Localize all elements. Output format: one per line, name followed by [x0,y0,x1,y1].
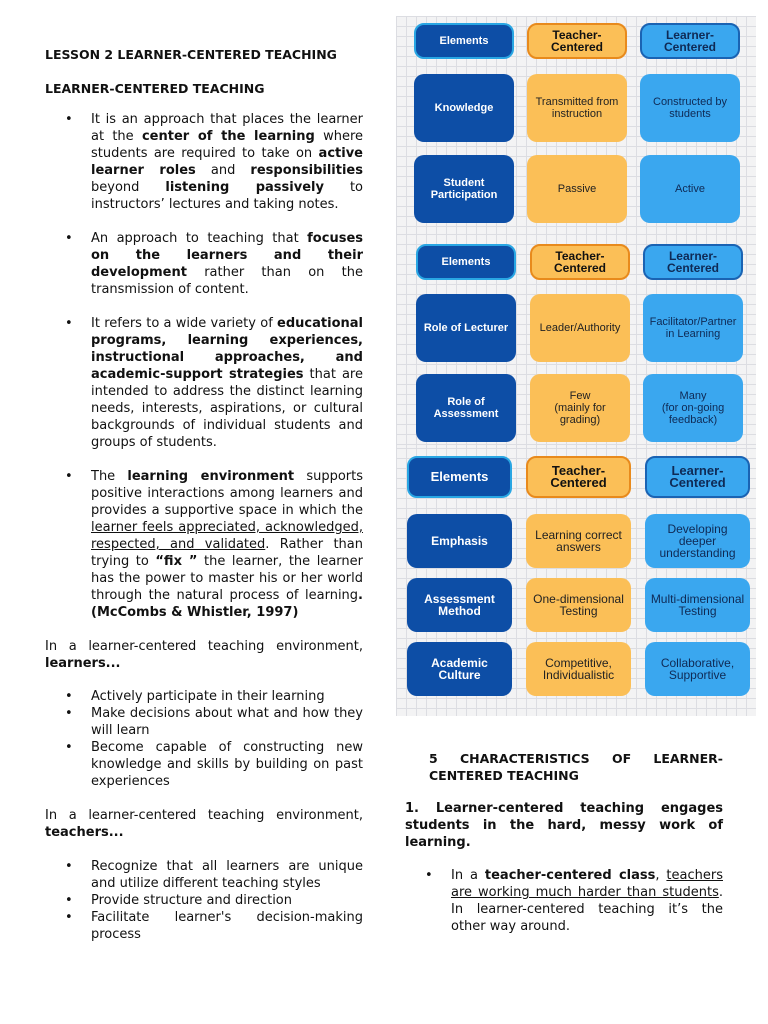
underlined-text: teachers are working much harder than students [451,868,723,900]
emphasis: learners... [45,656,121,671]
learners-intro [45,638,363,672]
teacher-cell: One-dimensional Testing [526,578,631,632]
emphasis: listening passively [165,180,324,195]
list-item: • Facilitate learner's decision-making process [91,909,363,943]
teacher-cell: Transmitted from instruction [527,74,627,142]
header-elements: Elements [407,456,512,498]
text: It is an approach that places the learner at the [91,112,363,144]
definition-item [91,315,363,451]
definition-list [45,111,363,621]
header-elements: Elements [414,23,514,59]
list-item: • Actively participate in their learning [91,688,363,705]
text: . In learner-centered teaching it’s the other way around. [451,885,723,934]
characteristic-1: 1. Learner-centered teaching engages students in the hard, messy work of learning. [405,801,723,850]
characteristics-title: 5 CHARACTERISTICS OF LEARNER-CENTERED TEACHING [429,751,723,783]
text: In a learner-centered teaching environment, [45,639,363,654]
emphasis: focuses on the learners and their development [91,231,363,280]
definition-item [91,230,363,298]
element-cell: Emphasis [407,514,512,568]
learner-cell: Developing deeper understanding [645,514,750,568]
text: It refers to a wide variety of [91,316,278,331]
characteristic-1-list [405,867,723,935]
text: the learner, the learner has the power to master his or her world through the natural process of learning [91,554,363,603]
text: supports positive interactions among learners and provides a supportive space in which the [91,469,363,518]
learner-cell: Many (for on-going feedback) [643,374,743,442]
learner-cell: Facilitator/Partner in Learning [643,294,743,362]
element-cell: Student Participation [414,155,514,223]
text: beyond [91,180,166,195]
text: and [195,163,251,178]
text: . Rather than trying to [91,537,363,569]
text: to instructors’ lectures and taking notes. [91,180,363,212]
text: that are intended to address the distinct learning needs, interests, aspirations, or cultural backgrounds of individual students and groups of students. [91,367,363,450]
learner-cell: Collaborative, Supportive [645,642,750,696]
list-item: • Recognize that all learners are unique and utilize different teaching styles [91,858,363,892]
underlined-text: learner feels appreciated, acknowledged, respected, and validated [91,520,363,552]
emphasis: “fix ” [155,554,198,569]
comparison-table-1 [396,16,756,234]
element-cell: Knowledge [414,74,514,142]
left-column [45,46,363,943]
teachers-intro [45,807,363,841]
text: , [655,868,667,883]
header-teacher-centered: Teacher- Centered [530,244,630,280]
comparison-tables [396,16,756,716]
list-item: • Make decisions about what and how they will learn [91,705,363,739]
definition-item [91,468,363,621]
definition-item [91,111,363,213]
characteristics-section [405,750,723,935]
header-teacher-centered: Teacher- Centered [527,23,627,59]
teachers-list [45,858,363,943]
element-cell: Assessment Method [407,578,512,632]
text: In a [451,868,485,883]
list-item [451,867,723,935]
header-elements: Elements [416,244,516,280]
element-cell: Role of Assessment [416,374,516,442]
header-teacher-centered: Teacher- Centered [526,456,631,498]
teacher-cell: Passive [527,155,627,223]
teacher-cell: Leader/Authority [530,294,630,362]
learner-cell: Active [640,155,740,223]
learner-cell: Multi-dimensional Testing [645,578,750,632]
text: rather than on the transmission of content. [91,265,363,297]
section-title: LEARNER-CENTERED TEACHING [45,81,265,96]
header-learner-centered: Learner- Centered [643,244,743,280]
emphasis: teachers... [45,825,124,840]
text: where students are required to take on [91,129,363,161]
header-learner-centered: Learner- Centered [645,456,750,498]
list-item: • Provide structure and direction [91,892,363,909]
learners-list [45,688,363,790]
element-cell: Role of Lecturer [416,294,516,362]
emphasis: center of the learning [141,129,315,144]
emphasis: responsibilities [250,163,363,178]
citation: . (McCombs & Whistler, 1997) [91,588,363,620]
text: The [91,469,128,484]
comparison-table-3 [396,448,756,716]
lesson-title: LESSON 2 LEARNER-CENTERED TEACHING [45,47,337,62]
emphasis: educational programs, learning experiences, instructional approaches, and academic-support strategies [91,316,363,382]
list-item: • Become capable of constructing new knowledge and skills by building on past experiences [91,739,363,790]
emphasis: teacher-centered class [484,868,656,883]
element-cell: Academic Culture [407,642,512,696]
emphasis: learning environment [127,469,295,484]
teacher-cell: Competitive, Individualistic [526,642,631,696]
teacher-cell: Learning correct answers [526,514,631,568]
learner-cell: Constructed by students [640,74,740,142]
header-learner-centered: Learner- Centered [640,23,740,59]
comparison-table-2 [396,234,756,448]
text: In a learner-centered teaching environment, [45,808,363,823]
emphasis: active learner roles [91,146,363,178]
teacher-cell: Few (mainly for grading) [530,374,630,442]
text: An approach to teaching that [91,231,308,246]
